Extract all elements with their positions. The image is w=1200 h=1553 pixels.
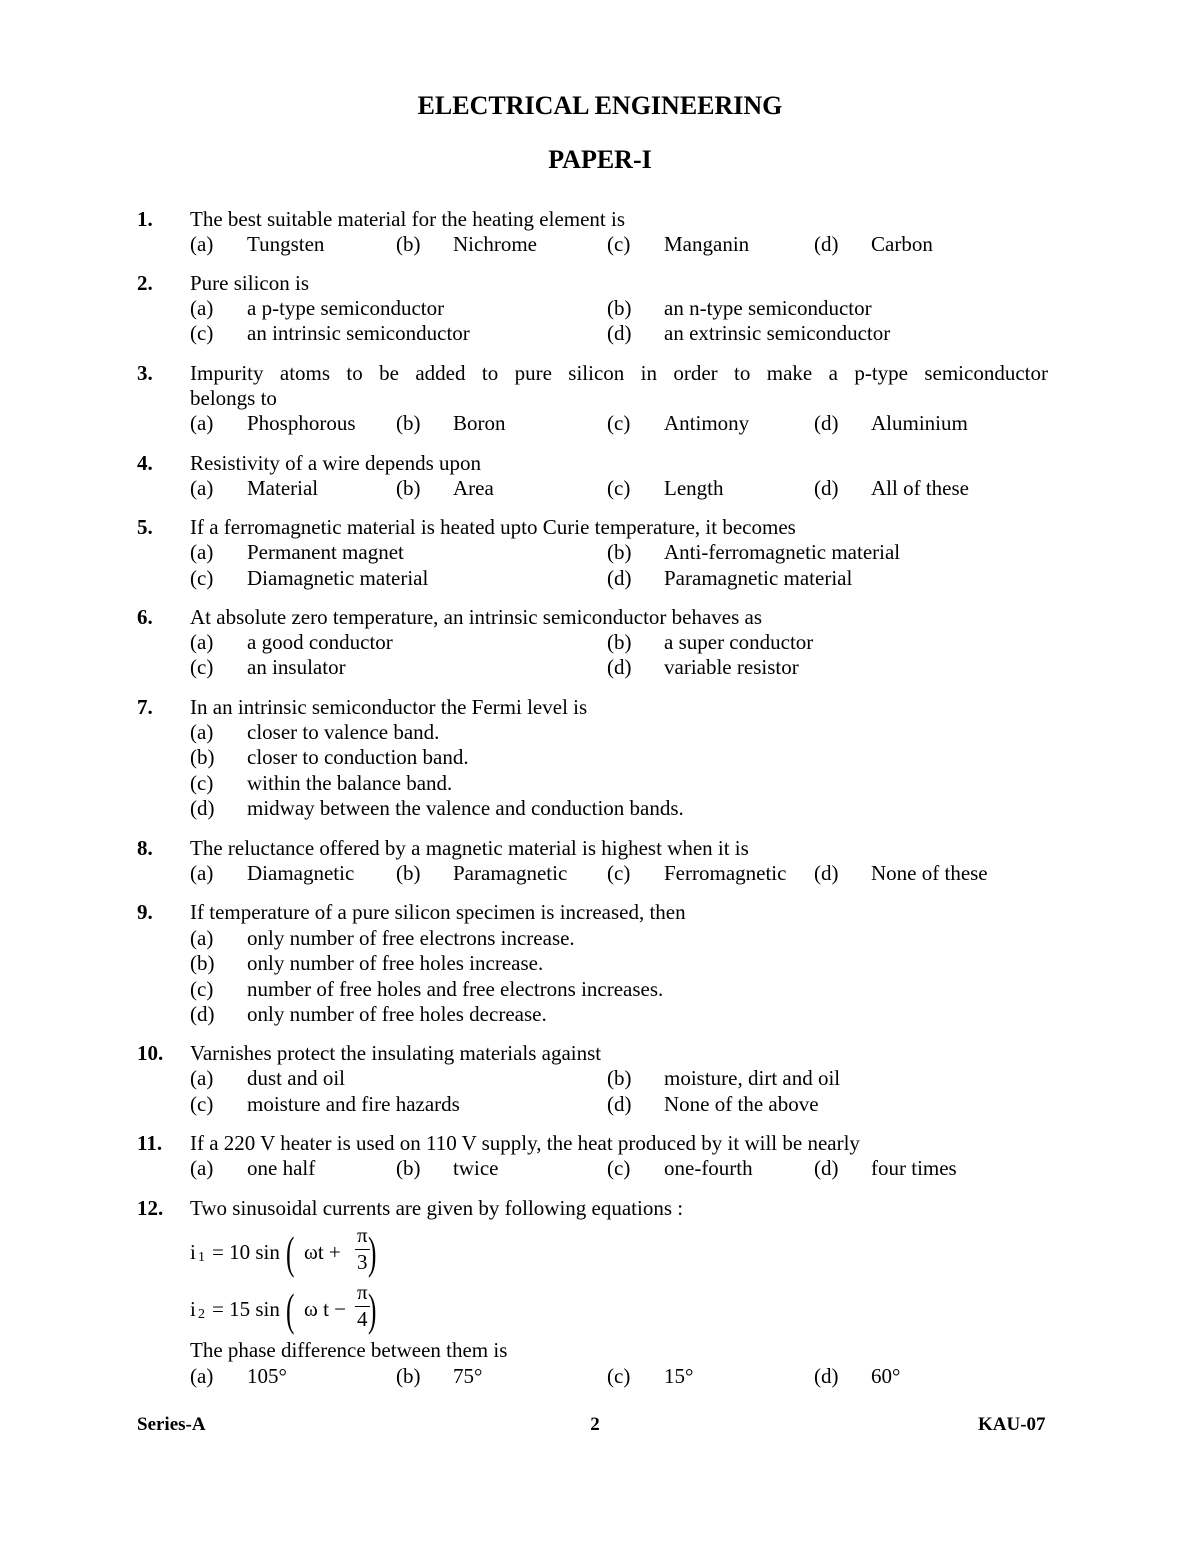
option-label: (b) (396, 411, 421, 435)
question-number: 8. (137, 836, 153, 860)
question-number: 7. (137, 695, 153, 719)
option-label: (d) (190, 796, 215, 820)
option-text: Paramagnetic (453, 861, 568, 885)
option-text: Permanent magnet (247, 540, 404, 564)
option-text: only number of free electrons increase. (247, 926, 575, 950)
option-label: (c) (607, 411, 631, 435)
option-label: (c) (190, 771, 214, 795)
page-title: ELECTRICAL ENGINEERING (417, 91, 783, 120)
eq-inner: ωt + (304, 1240, 341, 1264)
option-text: 105° (247, 1364, 287, 1388)
option-text: 15° (664, 1364, 694, 1388)
option-text: Diamagnetic material (247, 566, 429, 590)
option-text: Tungsten (247, 232, 325, 256)
option-text: Length (664, 476, 724, 500)
question-number: 11. (137, 1131, 163, 1155)
option-label: (d) (607, 1092, 632, 1116)
option-label: (b) (190, 745, 215, 769)
option-label: (b) (607, 630, 632, 654)
option-text: 75° (453, 1364, 483, 1388)
option-label: (a) (190, 1364, 214, 1388)
question-number: 12. (137, 1196, 164, 1220)
eq-fraction-denominator: 4 (357, 1307, 368, 1331)
option-label: (a) (190, 476, 214, 500)
option-text: midway between the valence and conduction bands. (247, 796, 684, 820)
question-number: 2. (137, 271, 153, 295)
option-text: four times (871, 1156, 957, 1180)
option-label: (b) (396, 861, 421, 885)
open-paren: ( (286, 1284, 295, 1335)
option-text: Ferromagnetic (664, 861, 787, 885)
eq-subscript: 2 (198, 1307, 205, 1322)
option-text: closer to conduction band. (247, 745, 469, 769)
option-text: Paramagnetic material (664, 566, 853, 590)
question-text: Impurity atoms to be added to pure silicon in order to make a p-type semiconductor (190, 361, 1048, 385)
close-paren: ) (368, 1284, 377, 1335)
option-text: Antimony (664, 411, 750, 435)
option-label: (d) (190, 1002, 215, 1026)
option-label: (d) (814, 861, 839, 885)
option-label: (b) (607, 1066, 632, 1090)
option-text: moisture, dirt and oil (664, 1066, 841, 1090)
close-paren: ) (368, 1227, 377, 1278)
option-label: (b) (396, 1156, 421, 1180)
question-text: In an intrinsic semiconductor the Fermi level is (190, 695, 588, 719)
option-label: (b) (190, 951, 215, 975)
option-label: (a) (190, 630, 214, 654)
option-label: (c) (607, 476, 631, 500)
option-label: (c) (607, 232, 631, 256)
question-text: The reluctance offered by a magnetic material is highest when it is (190, 836, 749, 860)
option-label: (c) (190, 321, 214, 345)
option-text: None of the above (664, 1092, 819, 1116)
footer-page-number: 2 (590, 1414, 600, 1435)
question-text: Two sinusoidal currents are given by following equations : (190, 1196, 684, 1220)
option-label: (c) (190, 655, 214, 679)
option-text: a good conductor (247, 630, 393, 654)
option-text: one half (247, 1156, 316, 1180)
option-label: (c) (607, 1156, 631, 1180)
eq-variable: i (190, 1297, 196, 1321)
option-label: (a) (190, 861, 214, 885)
eq-fraction-numerator: π (357, 1280, 368, 1304)
option-text: dust and oil (247, 1066, 345, 1090)
option-text: Area (453, 476, 494, 500)
option-label: (a) (190, 540, 214, 564)
question-text: If a 220 V heater is used on 110 V supply, the heat produced by it will be nearly (190, 1131, 860, 1155)
option-text: twice (453, 1156, 499, 1180)
eq-variable: i (190, 1240, 196, 1264)
option-text: an n-type semiconductor (664, 296, 872, 320)
option-label: (c) (607, 861, 631, 885)
option-text: All of these (871, 476, 969, 500)
option-label: (a) (190, 296, 214, 320)
option-text: closer to valence band. (247, 720, 440, 744)
option-label: (b) (607, 296, 632, 320)
question-text: Varnishes protect the insulating materials against (190, 1041, 602, 1065)
option-label: (a) (190, 720, 214, 744)
question-text: If a ferromagnetic material is heated upto Curie temperature, it becomes (190, 515, 796, 539)
option-text: one-fourth (664, 1156, 753, 1180)
option-label: (c) (190, 566, 214, 590)
option-text: variable resistor (664, 655, 799, 679)
eq-amplitude: = 10 sin (212, 1240, 280, 1264)
question-number: 1. (137, 207, 153, 231)
option-text: within the balance band. (247, 771, 453, 795)
option-text: an intrinsic semiconductor (247, 321, 470, 345)
option-label: (a) (190, 1066, 214, 1090)
paper-title: PAPER-I (548, 145, 652, 174)
question-text-continued: belongs to (190, 386, 277, 410)
question-number: 9. (137, 900, 153, 924)
option-label: (d) (607, 321, 632, 345)
option-label: (a) (190, 411, 214, 435)
option-label: (d) (814, 1364, 839, 1388)
option-text: Phosphorous (247, 411, 356, 435)
option-text: moisture and fire hazards (247, 1092, 460, 1116)
option-label: (c) (607, 1364, 631, 1388)
option-text: Material (247, 476, 319, 500)
option-label: (a) (190, 1156, 214, 1180)
option-text: Diamagnetic (247, 861, 355, 885)
question-number: 10. (137, 1041, 164, 1065)
question-number: 3. (137, 361, 153, 385)
eq-subscript: 1 (198, 1250, 205, 1265)
option-text: Carbon (871, 232, 933, 256)
option-label: (b) (396, 232, 421, 256)
option-text: an insulator (247, 655, 346, 679)
question-text: Pure silicon is (190, 271, 309, 295)
option-text: only number of free holes increase. (247, 951, 544, 975)
option-text: number of free holes and free electrons increases. (247, 977, 664, 1001)
option-label: (b) (607, 540, 632, 564)
option-label: (d) (814, 232, 839, 256)
question-text: Resistivity of a wire depends upon (190, 451, 482, 475)
option-label: (d) (607, 566, 632, 590)
footer-series: Series-A (137, 1414, 206, 1435)
eq-inner: ω t − (304, 1297, 346, 1321)
footer-code: KAU-07 (978, 1414, 1046, 1435)
option-text: Manganin (664, 232, 750, 256)
option-text: a p-type semiconductor (247, 296, 445, 320)
option-text: 60° (871, 1364, 901, 1388)
option-text: Aluminium (871, 411, 968, 435)
question-text-continued: The phase difference between them is (190, 1338, 508, 1362)
option-text: only number of free holes decrease. (247, 1002, 547, 1026)
option-text: Anti-ferromagnetic material (664, 540, 901, 564)
option-label: (a) (190, 926, 214, 950)
option-label: (b) (396, 1364, 421, 1388)
eq-fraction-denominator: 3 (357, 1250, 368, 1274)
option-text: None of these (871, 861, 988, 885)
question-number: 6. (137, 605, 153, 629)
question-text: If temperature of a pure silicon specimen is increased, then (190, 900, 686, 924)
option-label: (c) (190, 977, 214, 1001)
option-label: (c) (190, 1092, 214, 1116)
question-number: 4. (137, 451, 153, 475)
option-label: (d) (814, 411, 839, 435)
option-label: (d) (607, 655, 632, 679)
question-text: At absolute zero temperature, an intrinsic semiconductor behaves as (190, 605, 763, 629)
question-number: 5. (137, 515, 153, 539)
option-label: (d) (814, 1156, 839, 1180)
option-text: Nichrome (453, 232, 537, 256)
eq-fraction-numerator: π (357, 1223, 368, 1247)
question-text: The best suitable material for the heating element is (190, 207, 626, 231)
option-label: (a) (190, 232, 214, 256)
eq-amplitude: = 15 sin (212, 1297, 280, 1321)
option-text: a super conductor (664, 630, 814, 654)
option-text: an extrinsic semiconductor (664, 321, 891, 345)
option-text: Boron (453, 411, 506, 435)
open-paren: ( (286, 1227, 295, 1278)
option-label: (b) (396, 476, 421, 500)
option-label: (d) (814, 476, 839, 500)
